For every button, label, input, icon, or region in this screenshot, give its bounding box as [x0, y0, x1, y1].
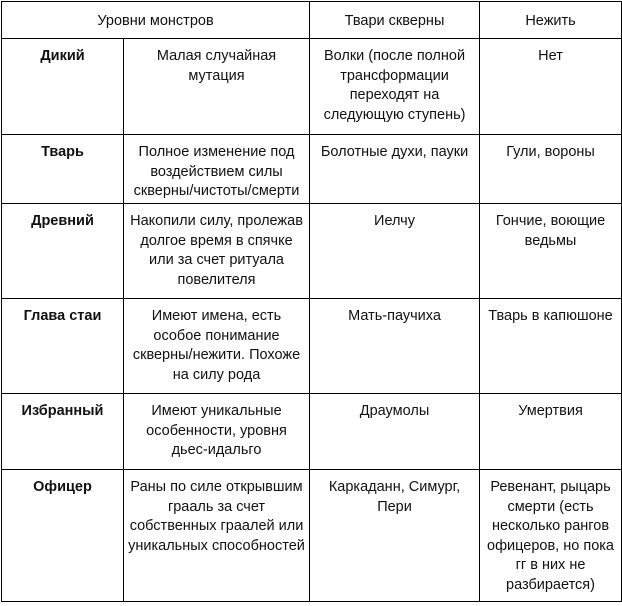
table-row	[2, 394, 622, 470]
description-cell: Полное изменение под воздействием силы скверны/чистоты/смерти	[124, 135, 310, 204]
corruption-cell: Болотные духи, пауки	[310, 135, 480, 204]
description-cell: Накопили силу, пролежав долгое время в спячке или за счет ритуала повелителя	[124, 204, 310, 299]
level-cell: Избранный	[2, 394, 124, 470]
header-monster-levels: Уровни монстров	[2, 2, 310, 39]
undead-cell: Ревенант, рыцарь смерти (есть несколько рангов офицеров, но пока гг в них не разбирается)	[480, 470, 622, 602]
description-cell: Имеют уникальные особенности, уровня дьес-идальго	[124, 394, 310, 470]
description-cell: Раны по силе открывшим грааль за счет собственных граалей или уникальных способностей	[124, 470, 310, 602]
table-row	[2, 135, 622, 204]
level-cell: Дикий	[2, 39, 124, 135]
corruption-cell: Иелчу	[310, 204, 480, 299]
undead-cell: Тварь в капюшоне	[480, 299, 622, 394]
level-cell: Глава стаи	[2, 299, 124, 394]
header-corruption-creatures: Твари скверны	[310, 2, 480, 39]
corruption-cell: Волки (после полной трансформации переходят на следующую ступень)	[310, 39, 480, 135]
corruption-cell: Драумолы	[310, 394, 480, 470]
monster-levels-document	[1, 1, 621, 605]
table-row	[2, 39, 622, 135]
monster-levels-table	[1, 1, 622, 602]
table-row	[2, 470, 622, 602]
corruption-cell: Каркаданн, Симург, Пери	[310, 470, 480, 602]
table-row	[2, 204, 622, 299]
description-cell: Имеют имена, есть особое понимание скверны/нежити. Похоже на силу рода	[124, 299, 310, 394]
undead-cell: Гончие, воющие ведьмы	[480, 204, 622, 299]
corruption-cell: Мать-паучиха	[310, 299, 480, 394]
table-row	[2, 299, 622, 394]
header-undead: Нежить	[480, 2, 622, 39]
undead-cell: Гули, вороны	[480, 135, 622, 204]
undead-cell: Умертвия	[480, 394, 622, 470]
description-cell: Малая случайная мутация	[124, 39, 310, 135]
header-row	[2, 2, 622, 39]
level-cell: Древний	[2, 204, 124, 299]
level-cell: Тварь	[2, 135, 124, 204]
undead-cell: Нет	[480, 39, 622, 135]
level-cell: Офицер	[2, 470, 124, 602]
